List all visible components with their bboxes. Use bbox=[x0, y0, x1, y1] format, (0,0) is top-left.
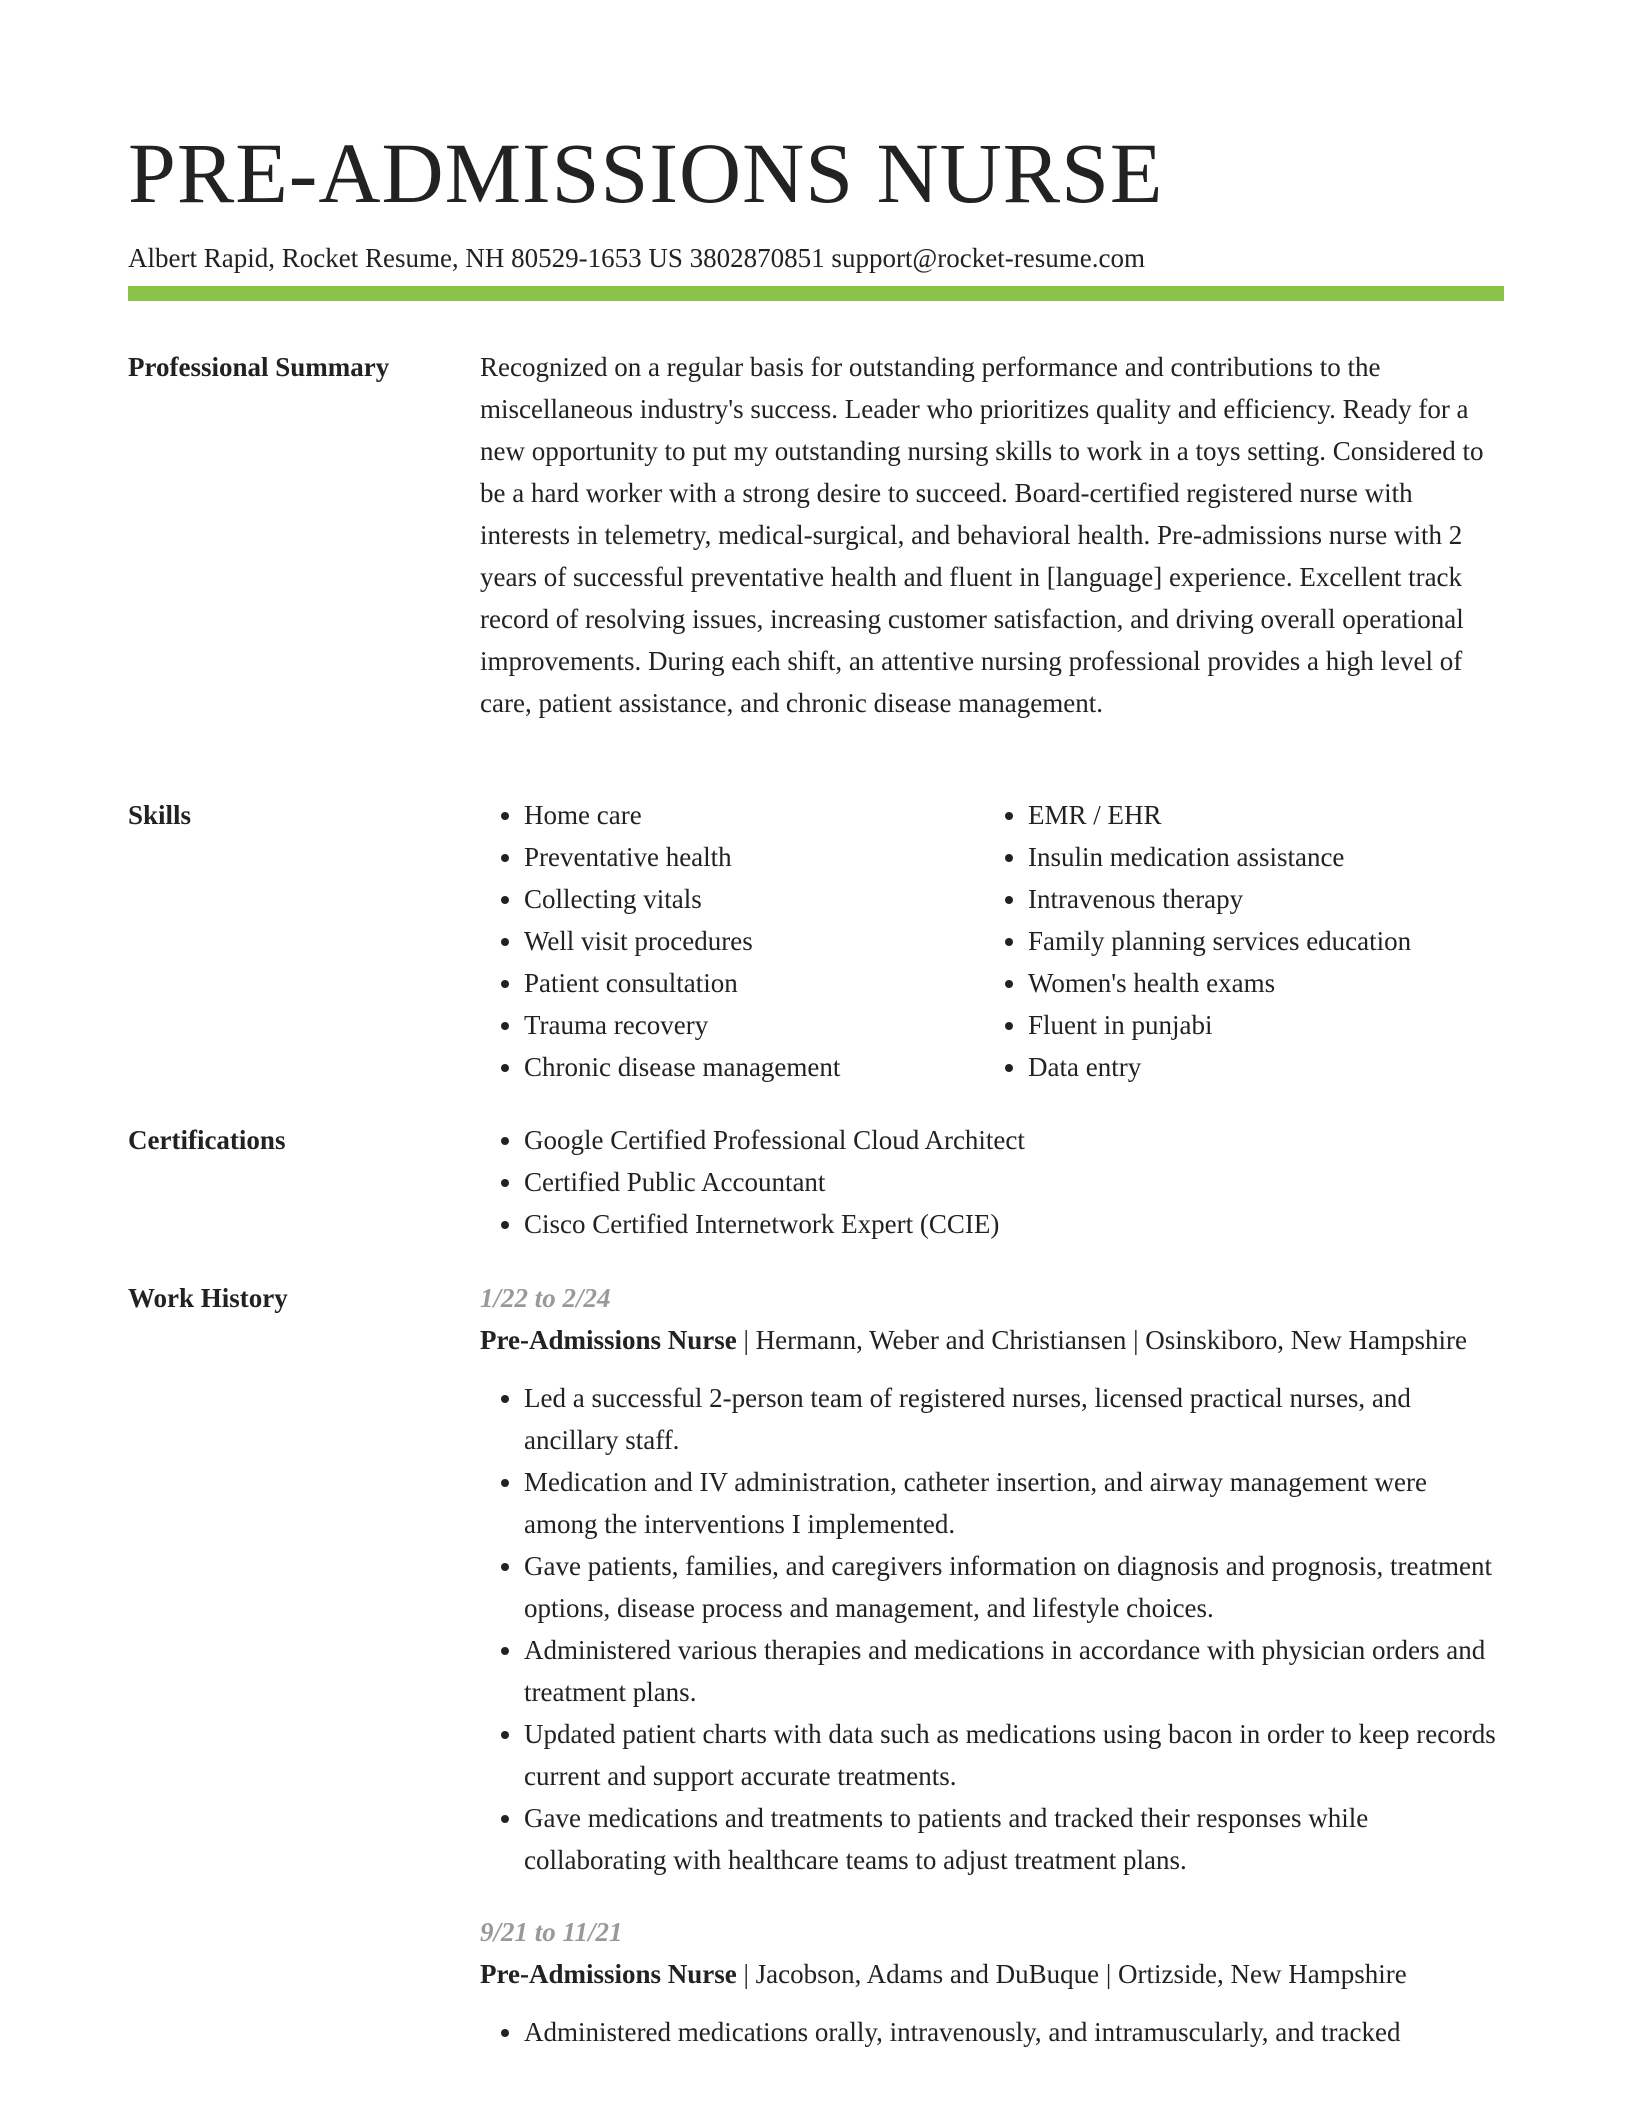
job-bullet: • Medication and IV administration, catheter insertion, and airway management were among the interventions I implemented. bbox=[524, 1461, 1504, 1545]
work-history-heading: Work History bbox=[128, 1283, 288, 1313]
certification-item: • Certified Public Accountant bbox=[524, 1161, 1504, 1203]
job-title-line bbox=[480, 1953, 1504, 1995]
skill-item: • Preventative health bbox=[524, 836, 984, 878]
skill-item: • Family planning services education bbox=[1028, 920, 1488, 962]
certification-item: • Google Certified Professional Cloud Architect bbox=[524, 1119, 1504, 1161]
job-bullet: • Updated patient charts with data such as medications using bacon in order to keep records current and support accurate treatments. bbox=[524, 1713, 1504, 1797]
job-dates: 9/21 to 11/21 bbox=[480, 1917, 623, 1947]
job-bullet: • Administered medications orally, intravenously, and intramuscularly, and tracked bbox=[524, 2011, 1504, 2053]
job-bullet: • Led a successful 2-person team of registered nurses, licensed practical nurses, and ancillary staff. bbox=[524, 1377, 1504, 1461]
job-employer-location: | Jacobson, Adams and DuBuque | Ortizside, New Hampshire bbox=[736, 1959, 1407, 1989]
job-bullet: • Gave medications and treatments to patients and tracked their responses while collaborating with healthcare teams to adjust treatment plans. bbox=[524, 1797, 1504, 1881]
certifications-heading: Certifications bbox=[128, 1125, 286, 1155]
skill-item: • Well visit procedures bbox=[524, 920, 984, 962]
skill-item: • Trauma recovery bbox=[524, 1004, 984, 1046]
accent-divider bbox=[128, 286, 1504, 301]
certifications-section bbox=[128, 1119, 1504, 1245]
work-history-section bbox=[128, 1277, 1504, 2053]
job-bullet: • Administered various therapies and medications in accordance with physician orders and treatment plans. bbox=[524, 1629, 1504, 1713]
skill-item: • Fluent in punjabi bbox=[1028, 1004, 1488, 1046]
skill-item: • Data entry bbox=[1028, 1046, 1488, 1088]
job-title: Pre-Admissions Nurse bbox=[480, 1325, 737, 1355]
resume-header bbox=[128, 118, 1504, 276]
skills-heading: Skills bbox=[128, 800, 192, 830]
job-employer-location: | Hermann, Weber and Christiansen | Osinskiboro, New Hampshire bbox=[736, 1325, 1468, 1355]
job-title: Pre-Admissions Nurse bbox=[480, 1959, 737, 1989]
job-entry bbox=[480, 1911, 1504, 2053]
skill-item: • Home care bbox=[524, 794, 984, 836]
job-dates: 1/22 to 2/24 bbox=[480, 1283, 611, 1313]
summary-text: Recognized on a regular basis for outstanding performance and contributions to the miscellaneous industry's success. Leader who prioritizes quality and efficiency. Ready for a new opportunity to put my outstanding nursing skills to work in a toys setting. Considered to be a hard worker with a strong desire to succeed. Board-certified registered nurse with interests in telemetry, medical-surgical, and behavioral health. Pre-admissions nurse with 2 years of successful preventative health and fluent in [language] experience. Excellent track record of resolving issues, increasing customer satisfaction, and driving overall operational improvements. During each shift, an attentive nursing professional provides a high level of care, patient assistance, and chronic disease management. bbox=[480, 352, 1484, 718]
skill-item: • Chronic disease management bbox=[524, 1046, 984, 1088]
skills-column-left bbox=[480, 794, 984, 1088]
skills-section bbox=[128, 794, 1504, 1088]
summary-heading: Professional Summary bbox=[128, 352, 390, 382]
summary-section bbox=[128, 346, 1504, 724]
skill-item: • Collecting vitals bbox=[524, 878, 984, 920]
skill-item: • EMR / EHR bbox=[1028, 794, 1488, 836]
skill-item: • Women's health exams bbox=[1028, 962, 1488, 1004]
skill-item: • Patient consultation bbox=[524, 962, 984, 1004]
skills-column-right bbox=[984, 794, 1488, 1088]
certification-item: • Cisco Certified Internetwork Expert (CCIE) bbox=[524, 1203, 1504, 1245]
resume-name: PRE-ADMISSIONS NURSE bbox=[128, 125, 1164, 221]
skill-item: • Insulin medication assistance bbox=[1028, 836, 1488, 878]
job-title-line bbox=[480, 1319, 1504, 1361]
skill-item: • Intravenous therapy bbox=[1028, 878, 1488, 920]
job-bullet: • Gave patients, families, and caregivers information on diagnosis and prognosis, treatment options, disease process and management, and lifestyle choices. bbox=[524, 1545, 1504, 1629]
contact-info: Albert Rapid, Rocket Resume, NH 80529-1653 US 3802870851 support@rocket-resume.com bbox=[128, 243, 1145, 273]
job-entry bbox=[480, 1277, 1504, 1881]
